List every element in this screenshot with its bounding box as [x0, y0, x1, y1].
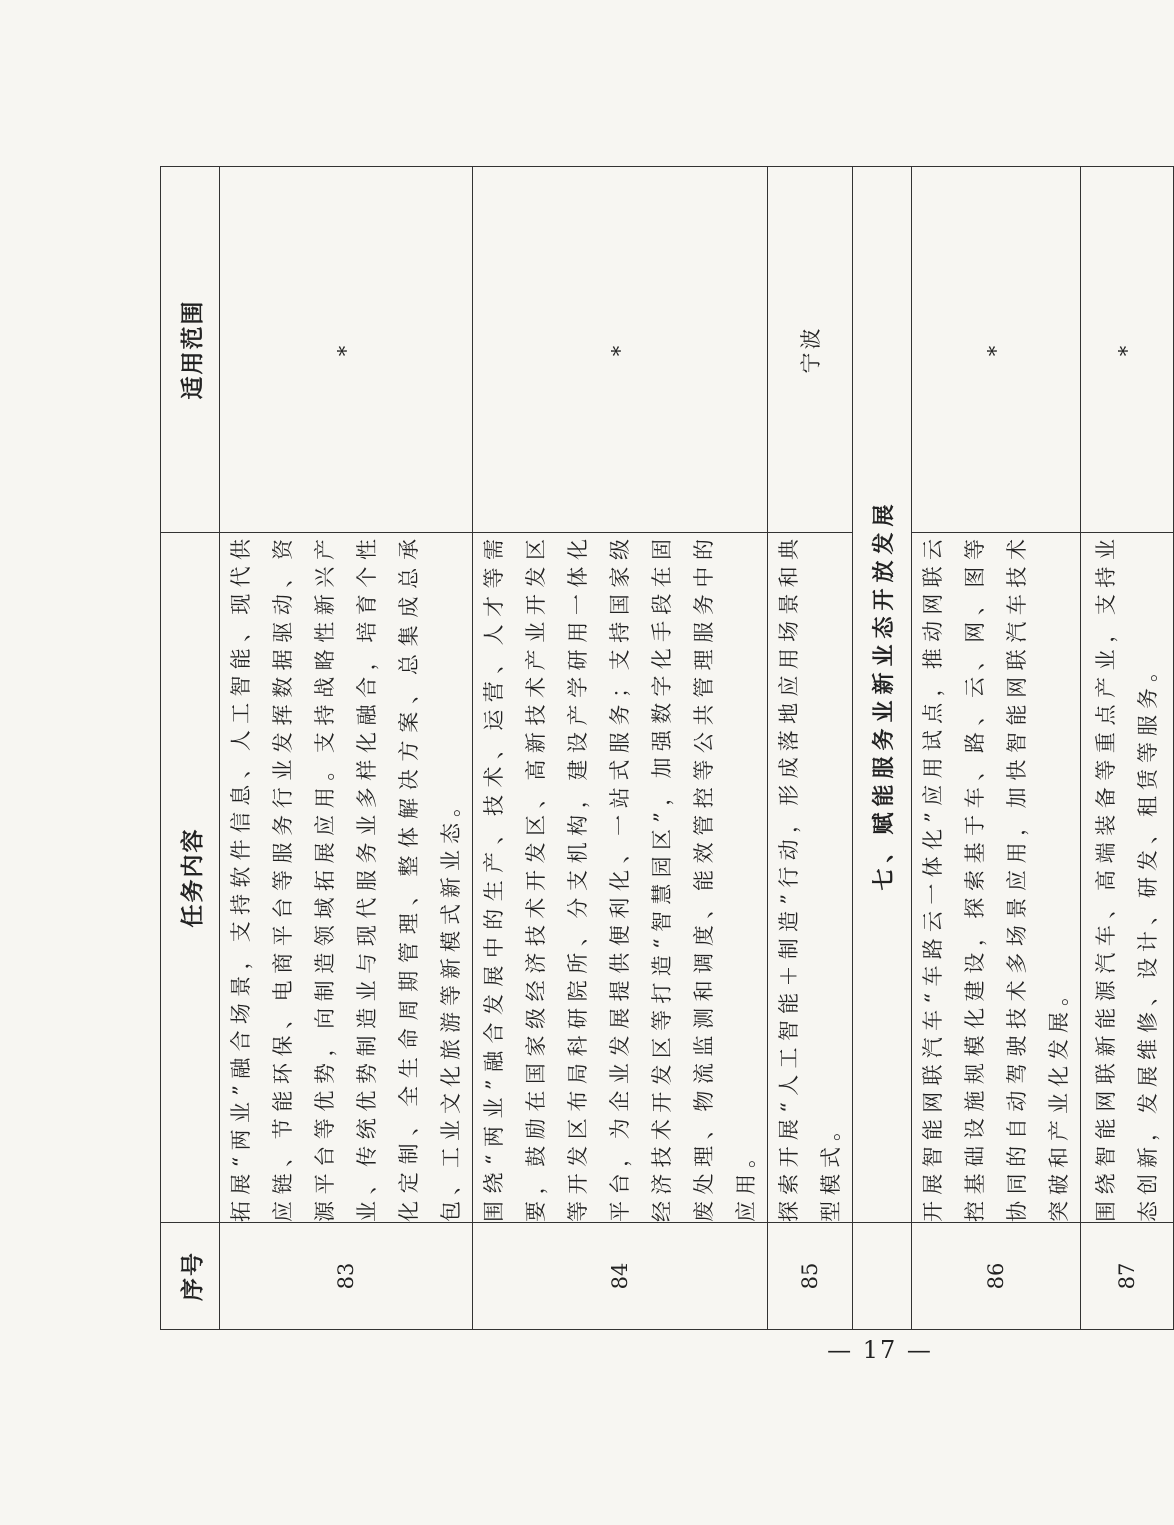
table-row — [768, 167, 853, 1330]
row-content: 围绕智能网联新能源汽车、高端装备等重点产业，支持业态创新，发展维修、设计、研发、租赁等服务。 — [1081, 533, 1174, 1223]
row-scope: * — [912, 167, 1081, 533]
row-number: 86 — [912, 1223, 1081, 1330]
row-content: 围绕“两业”融合发展中的生产、技术、运营、人才等需要，鼓励在国家级经济技术开发区、高新技术产业开发区等开发区布局科研院所、分支机构，建设产学研用一体化平台，为企业发展提供便利化、一站式服务；支持国家级经济技术开发区等打造“智慧园区”，加强数字化手段在固废处理、物流监测和调度、能效管控等公共管理服务中的应用。 — [473, 533, 768, 1223]
row-content: 探索开展“人工智能＋制造”行动，形成落地应用场景和典型模式。 — [768, 533, 853, 1223]
row-scope: 宁波 — [768, 167, 853, 533]
table-row — [473, 167, 768, 1330]
row-scope: * — [473, 167, 768, 533]
table-row — [912, 167, 1081, 1330]
row-number: 85 — [768, 1223, 853, 1330]
header-serial-number: 序号 — [161, 1223, 220, 1330]
row-content: 开展智能网联汽车“车路云一体化”应用试点，推动网联云控基础设施规模化建设，探索基于车、路、云、网、图等协同的自动驾驶技术多场景应用，加快智能网联汽车技术突破和产业化发展。 — [912, 533, 1081, 1223]
header-task-content: 任务内容 — [161, 533, 220, 1223]
task-table — [160, 166, 1174, 1330]
row-number: 83 — [220, 1223, 473, 1330]
table-row — [1081, 167, 1174, 1330]
table-row — [220, 167, 473, 1330]
row-content: 拓展“两业”融合场景，支持软件信息、人工智能、现代供应链、节能环保、电商平台等服务行业发挥数据驱动、资源平台等优势，向制造领域拓展应用。支持战略性新兴产业、传统优势制造业与现代服务业多样化融合，培育个性化定制、全生命周期管理、整体解决方案、总集成总承包、工业文化旅游等新模式新业态。 — [220, 533, 473, 1223]
page-number: — 17 — — [827, 1336, 933, 1364]
header-applicable-scope: 适用范围 — [161, 167, 220, 533]
section-heading-row — [853, 167, 912, 1330]
row-number: 84 — [473, 1223, 768, 1330]
section-spacer-cell — [853, 1223, 912, 1330]
row-scope: * — [220, 167, 473, 533]
rotated-table-frame — [160, 167, 1160, 1330]
row-number: 87 — [1081, 1223, 1174, 1330]
table-header-row — [161, 167, 220, 1330]
row-scope: * — [1081, 167, 1174, 533]
section-title: 七、赋能服务业新业态开放发展 — [853, 167, 912, 1223]
